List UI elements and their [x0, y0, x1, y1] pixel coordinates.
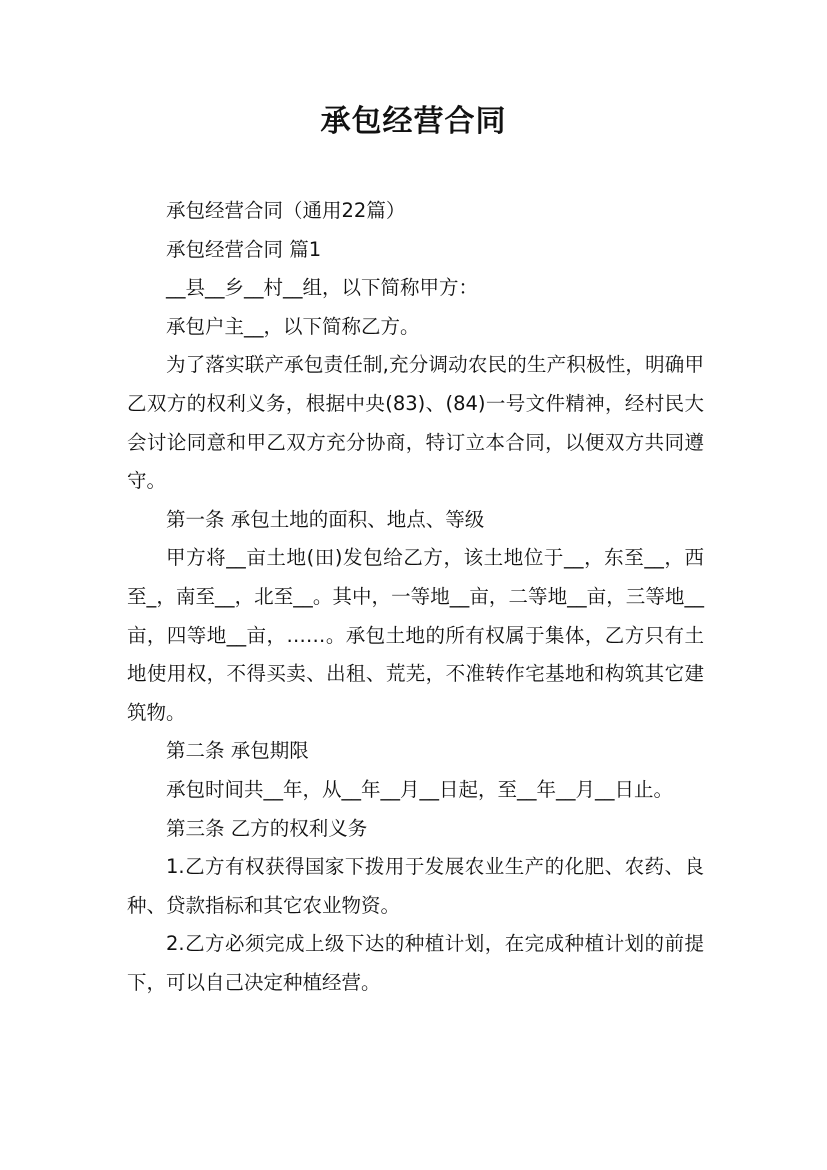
paragraph-party-a: __县__乡__村__组，以下简称甲方： — [166, 276, 479, 300]
paragraph-article-3-item-2: 2.乙方必须完成上级下达的种植计划，在完成种植计划的前提下，可以自己决定种植经营。 — [127, 932, 704, 994]
paragraph-article-3-heading: 第三条 乙方的权利义务 — [166, 816, 368, 840]
paragraph-article-3-item-1: 1.乙方有权获得国家下拨用于发展农业生产的化肥、农药、良种、贷款指标和其它农业物资。 — [127, 855, 704, 917]
document-body — [127, 192, 704, 1002]
paragraph-subtitle: 承包经营合同（通用22篇） — [166, 199, 406, 222]
paragraph-article-1-heading: 第一条 承包土地的面积、地点、等级 — [166, 507, 485, 531]
paragraph-preamble: 为了落实联产承包责任制,充分调动农民的生产积极性，明确甲乙双方的权利义务，根据中央(83)、(84)一号文件精神，经村民大会讨论同意和甲乙双方充分协商，特订立本合同，以便双方共同遵守。 — [127, 353, 704, 493]
paragraph-article-2-heading: 第二条 承包期限 — [166, 739, 309, 763]
paragraph-article-2-body: 承包时间共__年，从__年__月__日起，至__年__月__日止。 — [166, 777, 674, 801]
paragraph-article-1-body: 甲方将__亩土地(田)发包给乙方，该土地位于__，东至__，西至_，南至__，北至__。其中，一等地__亩，二等地__亩，三等地__亩，四等地__亩，……。承包土地的所有权属于集体，乙方只有土地使用权，不得买卖、出租、荒芜，不准转作宅基地和构筑其它建筑物。 — [127, 546, 704, 724]
paragraph-party-b: 承包户主__，以下简称乙方。 — [166, 314, 420, 338]
paragraph-section-heading: 承包经营合同 篇1 — [166, 237, 322, 261]
document-title: 承包经营合同 — [320, 104, 507, 139]
